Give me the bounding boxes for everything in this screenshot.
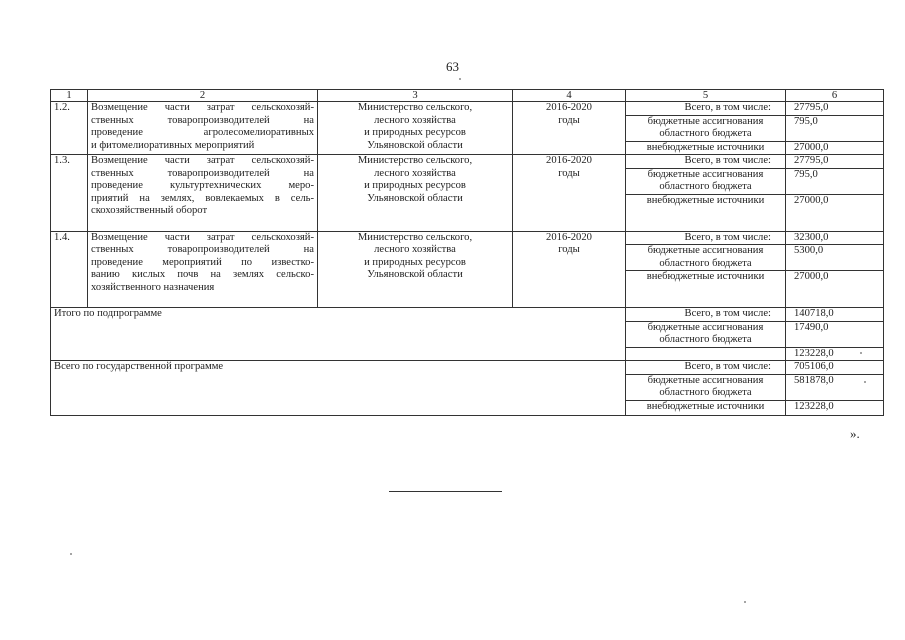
source-extra xyxy=(626,347,786,361)
grand-total-label xyxy=(51,361,626,416)
amount-budget-text: 5300,0 xyxy=(794,245,824,256)
ministry-line: Министерство сельского, xyxy=(357,155,473,166)
source-extra xyxy=(626,141,786,155)
source-extra xyxy=(626,271,786,308)
source-total xyxy=(626,155,786,169)
description-line: скохозяйственный оборот xyxy=(91,205,208,216)
scan-speck xyxy=(864,381,866,383)
description-line: Возмещение части затрат сельскохозяй- xyxy=(91,231,314,243)
amount-budget xyxy=(786,245,884,271)
amount-budget xyxy=(786,168,884,194)
ministry-line: Министерство сельского, xyxy=(357,231,473,243)
source-total xyxy=(626,102,786,116)
source-budget xyxy=(626,245,786,271)
years-line: 2016-2020 xyxy=(546,155,592,166)
source-extra xyxy=(626,400,786,415)
row-number xyxy=(51,155,88,232)
subtotal-row xyxy=(51,308,884,322)
amount-budget-text: 17490,0 xyxy=(794,321,829,333)
description-line: ственных товаропроизводителей на xyxy=(91,244,314,255)
amount-total-text: 27795,0 xyxy=(794,155,829,166)
source-total xyxy=(626,308,786,322)
amount-total xyxy=(786,231,884,245)
source-budget-line: областного бюджета xyxy=(659,257,752,269)
description-line: проведение агролесомелиоративных xyxy=(91,127,314,138)
ministry-line: Министерство сельского, xyxy=(357,102,473,113)
ministry-line: лесного хозяйства xyxy=(374,114,456,126)
amount-total-text: 705106,0 xyxy=(794,361,834,372)
source-budget-line: бюджетные ассигнования xyxy=(647,115,764,127)
description-line: проведение мероприятий по известко- xyxy=(91,256,314,268)
years-line: 2016-2020 xyxy=(546,102,592,113)
ministry-line: Ульяновской области xyxy=(367,139,463,151)
amount-extra-text: 123228,0 xyxy=(794,347,834,359)
ministry-line: лесного хозяйства xyxy=(374,244,456,255)
header-col-6: 6 xyxy=(786,90,884,102)
source-budget xyxy=(626,168,786,194)
ministry-line: и природных ресурсов xyxy=(364,180,466,191)
header-col-1: 1 xyxy=(51,90,88,102)
row-years xyxy=(513,231,626,308)
amount-extra-text: 27000,0 xyxy=(794,141,829,153)
source-budget-line: областного бюджета xyxy=(659,128,752,139)
source-budget xyxy=(626,115,786,141)
amount-total-text: 140718,0 xyxy=(794,308,834,319)
table-row xyxy=(51,231,884,245)
amount-total-text: 32300,0 xyxy=(794,231,829,243)
scan-speck xyxy=(459,78,461,80)
closing-quote: ». xyxy=(850,426,860,441)
row-description xyxy=(88,102,318,155)
source-total-text: Всего, в том числе: xyxy=(684,361,771,372)
amount-total-text: 27795,0 xyxy=(794,102,829,113)
description-line: Возмещение части затрат сельскохозяй- xyxy=(91,102,314,113)
grand-total-row xyxy=(51,361,884,375)
row-number-text: 1.4. xyxy=(54,231,70,243)
source-budget-line: бюджетные ассигнования xyxy=(647,374,764,386)
source-budget xyxy=(626,374,786,400)
description-line: приятий на землях, вовлекаемых в сель- xyxy=(91,192,314,204)
description-line: ванию кислых почв на землях сельско- xyxy=(91,269,314,280)
row-number xyxy=(51,231,88,308)
years-line: годы xyxy=(558,167,580,179)
scan-speck xyxy=(860,352,862,354)
row-description xyxy=(88,231,318,308)
scan-speck xyxy=(70,553,72,555)
row-years xyxy=(513,102,626,155)
amount-total xyxy=(786,308,884,322)
row-ministry xyxy=(318,155,513,232)
ministry-line: и природных ресурсов xyxy=(364,256,466,268)
years-line: 2016-2020 xyxy=(546,231,592,243)
amount-extra xyxy=(786,347,884,361)
header-col-3: 3 xyxy=(318,90,513,102)
grand-total-label-text: Всего по государственной программе xyxy=(54,361,224,372)
source-budget-line: областного бюджета xyxy=(659,387,752,398)
separator-rule xyxy=(389,491,502,492)
budget-table xyxy=(50,89,884,416)
description-line: хозяйственного назначения xyxy=(91,281,215,293)
ministry-line: лесного хозяйства xyxy=(374,167,456,179)
source-extra-text: внебюджетные источники xyxy=(646,271,765,282)
source-budget-line: областного бюджета xyxy=(659,334,752,345)
source-budget-line: областного бюджета xyxy=(659,181,752,192)
table-header-row xyxy=(51,90,884,102)
source-budget xyxy=(626,321,786,347)
source-budget-line: бюджетные ассигнования xyxy=(647,168,764,180)
amount-extra-text: 27000,0 xyxy=(794,271,829,282)
amount-total xyxy=(786,361,884,375)
page-number: 63 xyxy=(446,59,459,74)
amount-extra-text: 123228,0 xyxy=(794,400,834,412)
description-line: ственных товаропроизводителей на xyxy=(91,114,314,126)
ministry-line: Ульяновской области xyxy=(367,192,463,204)
ministry-line: Ульяновской области xyxy=(367,269,463,280)
description-line: проведение культуртехнических меро- xyxy=(91,180,314,191)
amount-total xyxy=(786,102,884,116)
row-description xyxy=(88,155,318,232)
row-years xyxy=(513,155,626,232)
subtotal-label-text: Итого по подпрограмме xyxy=(54,308,162,319)
amount-extra-text: 27000,0 xyxy=(794,194,829,206)
row-ministry xyxy=(318,231,513,308)
source-total-text: Всего, в том числе: xyxy=(684,231,771,243)
subtotal-label xyxy=(51,308,626,361)
description-line: и фитомелиоративных мероприятий xyxy=(91,139,255,151)
source-budget-line: бюджетные ассигнования xyxy=(647,321,764,333)
description-line: Возмещение части затрат сельскохозяй- xyxy=(91,155,314,166)
header-col-4: 4 xyxy=(513,90,626,102)
years-line: годы xyxy=(558,114,580,126)
source-extra xyxy=(626,194,786,231)
source-extra-text: внебюджетные источники xyxy=(646,141,765,153)
source-extra-text: внебюджетные источники xyxy=(646,400,765,412)
amount-extra xyxy=(786,400,884,415)
years-line: годы xyxy=(558,244,580,255)
amount-budget xyxy=(786,115,884,141)
source-budget-line: бюджетные ассигнования xyxy=(647,245,764,256)
header-col-2: 2 xyxy=(88,90,318,102)
ministry-line: и природных ресурсов xyxy=(364,127,466,138)
row-number-text: 1.3. xyxy=(54,155,70,166)
amount-budget-text: 795,0 xyxy=(794,168,818,180)
amount-budget xyxy=(786,321,884,347)
row-number xyxy=(51,102,88,155)
amount-budget-text: 581878,0 xyxy=(794,374,834,386)
source-total-text: Всего, в том числе: xyxy=(684,308,771,319)
source-total xyxy=(626,231,786,245)
amount-total xyxy=(786,155,884,169)
row-number-text: 1.2. xyxy=(54,102,70,113)
table-row xyxy=(51,155,884,169)
source-extra-text: внебюджетные источники xyxy=(646,194,765,206)
row-ministry xyxy=(318,102,513,155)
source-total-text: Всего, в том числе: xyxy=(684,102,771,113)
table-row xyxy=(51,102,884,116)
source-total xyxy=(626,361,786,375)
amount-extra xyxy=(786,194,884,231)
amount-extra xyxy=(786,141,884,155)
scan-speck xyxy=(744,601,746,603)
description-line: ственных товаропроизводителей на xyxy=(91,167,314,179)
amount-budget xyxy=(786,374,884,400)
amount-extra xyxy=(786,271,884,308)
header-col-5: 5 xyxy=(626,90,786,102)
source-total-text: Всего, в том числе: xyxy=(684,155,771,166)
amount-budget-text: 795,0 xyxy=(794,115,818,127)
